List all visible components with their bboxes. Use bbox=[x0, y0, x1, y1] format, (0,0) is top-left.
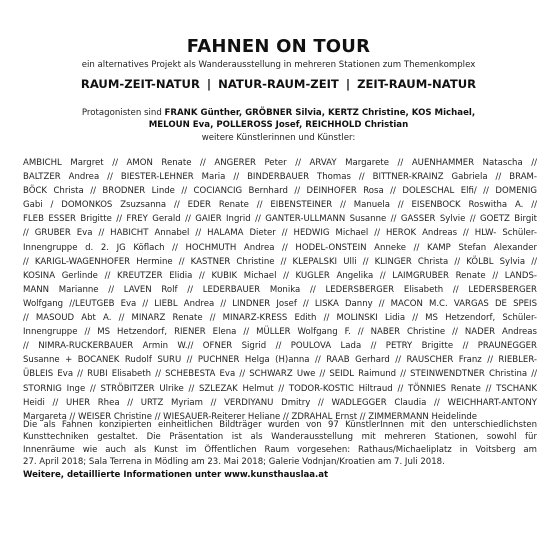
artists-line: BALTZER Andrea // BIESTER-LEHNER Maria // BINDERBAUER Thomas // BITTNER-KRAINZ Gabriela // BRAM- bbox=[23, 172, 537, 183]
artists-line: Gabi / DOMONKOS Zsuzsanna // EDER Renate // EIBENSTEINER // Manuela // EISENBOCK Roswitha A. // bbox=[23, 200, 537, 211]
protagonists-outro: weitere Künstlerinnen und Künstler: bbox=[201, 132, 356, 143]
artists-line: Susanne + BOCANEK Rudolf SURU // PUCHNER Helga (H)anna // RAAB Gerhard // RAUSCHER Franz // RIEBLER- bbox=[23, 355, 537, 366]
artists-line: // MASOUD Abt A. // MINARZ Renate // MINARZ-KRESS Edith // MOLINSKI Lidia // MS Hetzendorf, Schüler- bbox=[23, 313, 537, 324]
protagonists-names-2: MELOUN Eva, POLLEROSS Josef, REICHHOLD Christian bbox=[148, 120, 409, 131]
artists-line: // GRUBER Eva // HABICHT Annabel // HALAMA Dieter // HEDWIG Michael // HEROK Andreas // HLW- Schüler- bbox=[23, 228, 537, 239]
footer-line: 27. April 2018; Sala Terrena in Mödling am 23. Mai 2018; Galerie Vodnjan/Kroatien am 7. Juli 2018. bbox=[23, 457, 445, 468]
project-subtitle: ein alternatives Projekt als Wanderausstellung in mehreren Stationen zum Themenkomplex bbox=[81, 60, 476, 70]
artists-line: // NIMRA-RUCKERBAUER Armin W.// OFNER Sigrid // POULOVA Lada // PETRY Brigitte // PRAUNEGGER bbox=[23, 341, 537, 352]
footer-description bbox=[23, 419, 537, 469]
footer-line: Kunsttechniken gestaltet. Die Präsentation ist als Wanderausstellung mit mehreren Stationen, sowohl für bbox=[23, 432, 537, 443]
artists-line: Innengruppe // MS Hetzendorf, RIENER Elena // MÜLLER Wolfgang F. // NABER Christine // NADER Andreas bbox=[23, 327, 537, 338]
footer-line: Innenräume wie auch als Kunst im Öffentlichen Raum vorgesehen: Rathaus/Michaeliplatz in Voitsberg am bbox=[23, 444, 537, 455]
artists-line: STORNIG Inge // STRÖBITZER Ulrike // SZLEZAK Helmut // TODOR-KOSTIC Hiltraud // TÖNNIES Renate // TSCHANK bbox=[23, 383, 537, 394]
footer-block bbox=[23, 419, 537, 481]
theme-3: ZEIT-RAUM-NATUR bbox=[357, 77, 477, 91]
footer-line: Die als Fahnen konzipierten einheitlichen Bildträger wurden von 97 KünstlerInnen mit den unterschiedlichsten bbox=[23, 420, 537, 430]
artists-line: Margareta // WEISER Christine // WIESAUER-Reiterer Heliane // ZDRAHAL Ernst // ZIMMERMANN Heidelinde bbox=[23, 411, 478, 422]
artists-line: ÜBLEIS Eva // RUBI Elisabeth // SCHEBESTA Eva // SCHWARZ Uwe // SEIDL Raimund // STEINWENDTNER Christina // bbox=[23, 369, 537, 380]
theme-1: RAUM-ZEIT-NATUR bbox=[80, 77, 200, 91]
artists-line: AMBICHL Margret // AMON Renate // ANGERER Peter // ARVAY Margarete // AUENHAMMER Natascha // bbox=[23, 158, 537, 168]
artists-line: FLEB ESSER Brigitte // FREY Gerald // GAIER Ingrid // GANTER-ULLMANN Susanne // GASSER Sylvie // GOETZ Birgit bbox=[23, 214, 537, 225]
theme-heading bbox=[0, 77, 557, 91]
artists-line: BÖCK Christa // BRODNER Linde // COCIANCIG Bernhard // DEINHOFER Rosa // DOLESCHAL Elfi/ // DOMENIG bbox=[23, 186, 537, 197]
protagonists-line-2 bbox=[0, 119, 557, 131]
artists-line: Wolfgang //LEUTGEB Eva // LIEBL Andrea // LINDNER Josef // LISKA Danny // MACON M.C. VARGAS DE SPEIS bbox=[23, 298, 537, 309]
artists-line: KOSINA Gerlinde // KREUTZER Elidia // KUBIK Michael // KUGLER Angelika // LAIMGRUBER Renate // LANDS- bbox=[23, 270, 537, 281]
artists-list bbox=[23, 156, 537, 424]
theme-separator: | bbox=[345, 77, 351, 91]
theme-separator: | bbox=[206, 77, 212, 91]
page-title: FAHNEN ON TOUR bbox=[186, 36, 371, 57]
protagonists-names-1: FRANK Günther, GRÖBNER Silvia, KERTZ Christine, KOS Michael, bbox=[164, 108, 476, 118]
protagonists-line-1 bbox=[0, 107, 557, 119]
artists-line: Heidi // UHER Rhea // URTZ Myriam // VERDIYANU Dmitry // WADLEGGER Claudia // WEICHHART-ANTONY bbox=[23, 397, 537, 408]
protagonists-block bbox=[0, 107, 557, 144]
theme-2: NATUR-RAUM-ZEIT bbox=[218, 77, 339, 91]
artists-line: MANN Marianne // LAVEN Rolf // LEDERBAUER Monika // LEDERSBERGER Elisabeth // LEDERSBERGER bbox=[23, 284, 537, 295]
artists-line: // KARIGL-WAGENHOFER Hermine // KASTNER Christine // KLEPALSKI Ulli // KLINGER Christa // KÖLBL Sylvia // bbox=[23, 256, 537, 267]
artists-line: Innengruppe d. 2. JG Köflach // HOCHMUTH Andrea // HODEL-ONSTEIN Anneke // KAMP Stefan Alexander bbox=[23, 242, 537, 253]
protagonists-intro: Protagonisten sind bbox=[81, 108, 165, 118]
more-info-link-text: Weitere, detaillierte Informationen unter www.kunsthauslaa.at bbox=[23, 469, 329, 480]
